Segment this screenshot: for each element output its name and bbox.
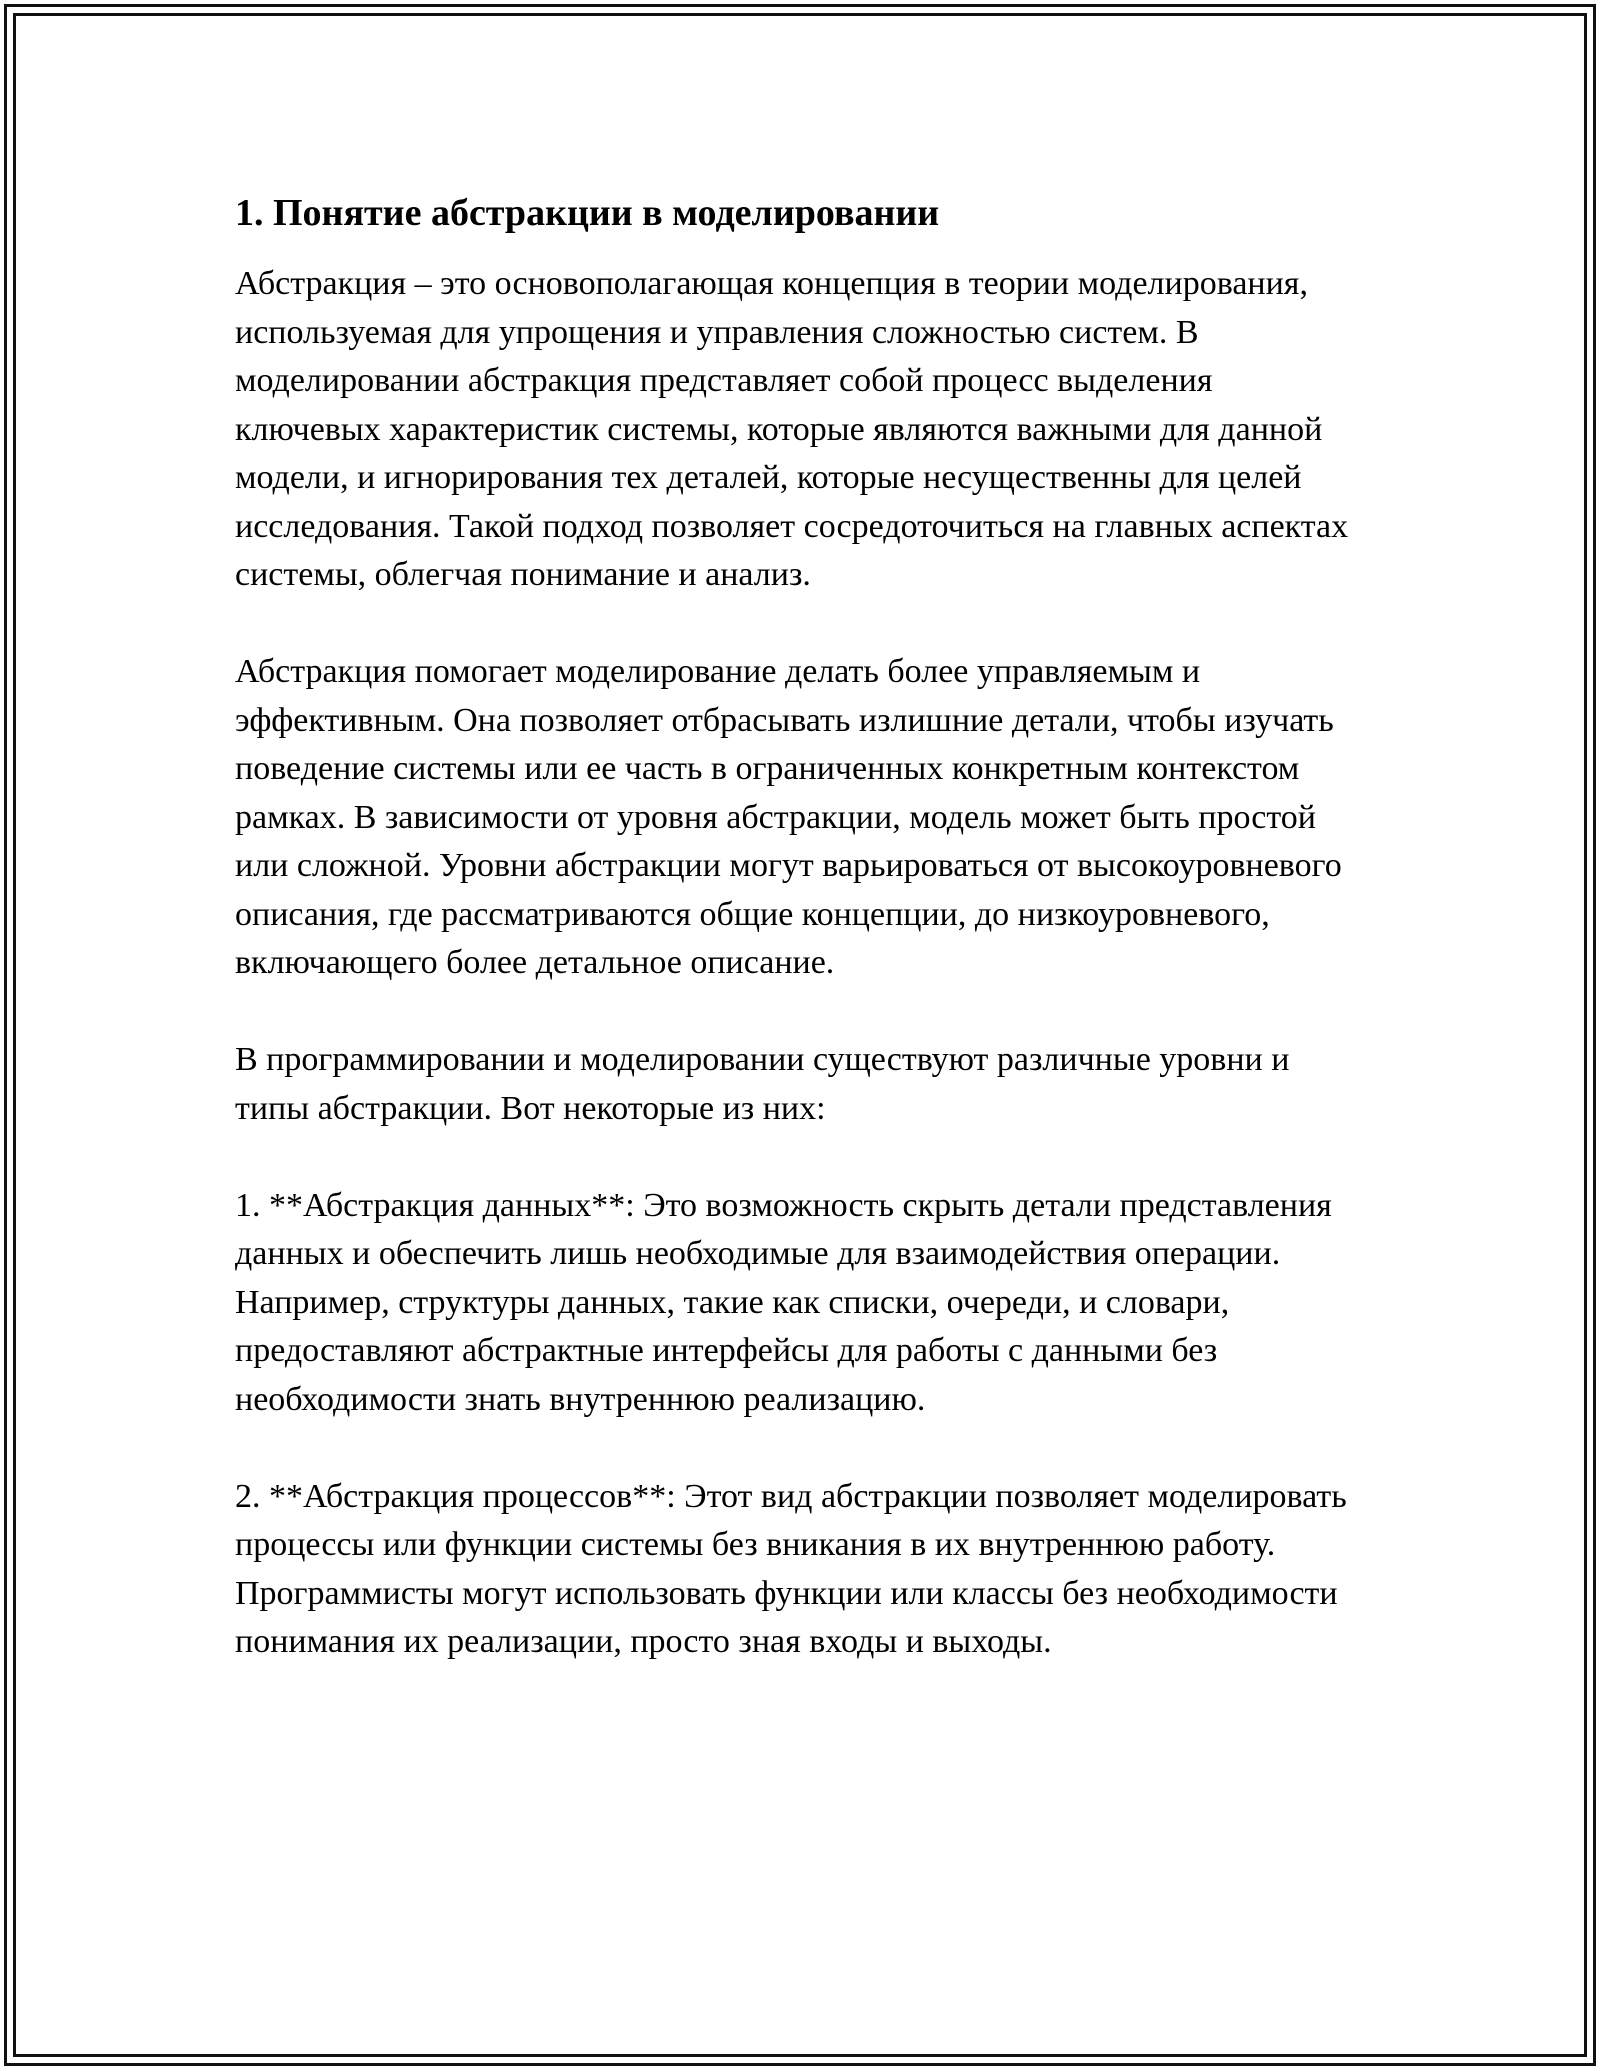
list-item-process-abstraction: 2. **Абстракция процессов**: Этот вид абстракции позволяет моделировать процессы или функции системы без вникания в их внутреннюю работу. Программисты могут использовать функции или классы без необходимости понимания их реализации, просто зная входы и выходы. <box>235 1477 1347 1660</box>
paragraph-intro: Абстракция – это основополагающая концепция в теории моделирования, используемая для упрощения и управления сложностью систем. В моделировании абстракция представляет собой процесс выделения ключевых характеристик системы, которые являются важными для данной модели, и игнорирования тех деталей, которые несущественны для целей исследования. Такой подход позволяет сосредоточиться на главных аспектах системы, облегчая понимание и анализ. <box>235 265 1349 593</box>
document-title: 1. Понятие абстракции в моделировании <box>235 192 940 234</box>
document-body <box>235 188 1360 1667</box>
list-item-data-abstraction: 1. **Абстракция данных**: Это возможность скрыть детали представления данных и обеспечить лишь необходимые для взаимодействия операции. Например, структуры данных, такие как списки, очереди, и словари, предоставляют абстрактные интерфейсы для работы с данными без необходимости знать внутреннюю реализацию. <box>235 1186 1332 1418</box>
paragraph-levels: В программировании и моделировании существуют различные уровни и типы абстракции. Вот некоторые из них: <box>235 1041 1290 1127</box>
paragraph-benefits: Абстракция помогает моделирование делать более управляемым и эффективным. Она позволяет отбрасывать излишние детали, чтобы изучать поведение системы или ее часть в ограниченных конкретным контекстом рамках. В зависимости от уровня абстракции, модель может быть простой или сложной. Уровни абстракции могут варьироваться от высокоуровневого описания, где рассматриваются общие концепции, до низкоуровневого, включающего более детальное описание. <box>235 653 1342 981</box>
